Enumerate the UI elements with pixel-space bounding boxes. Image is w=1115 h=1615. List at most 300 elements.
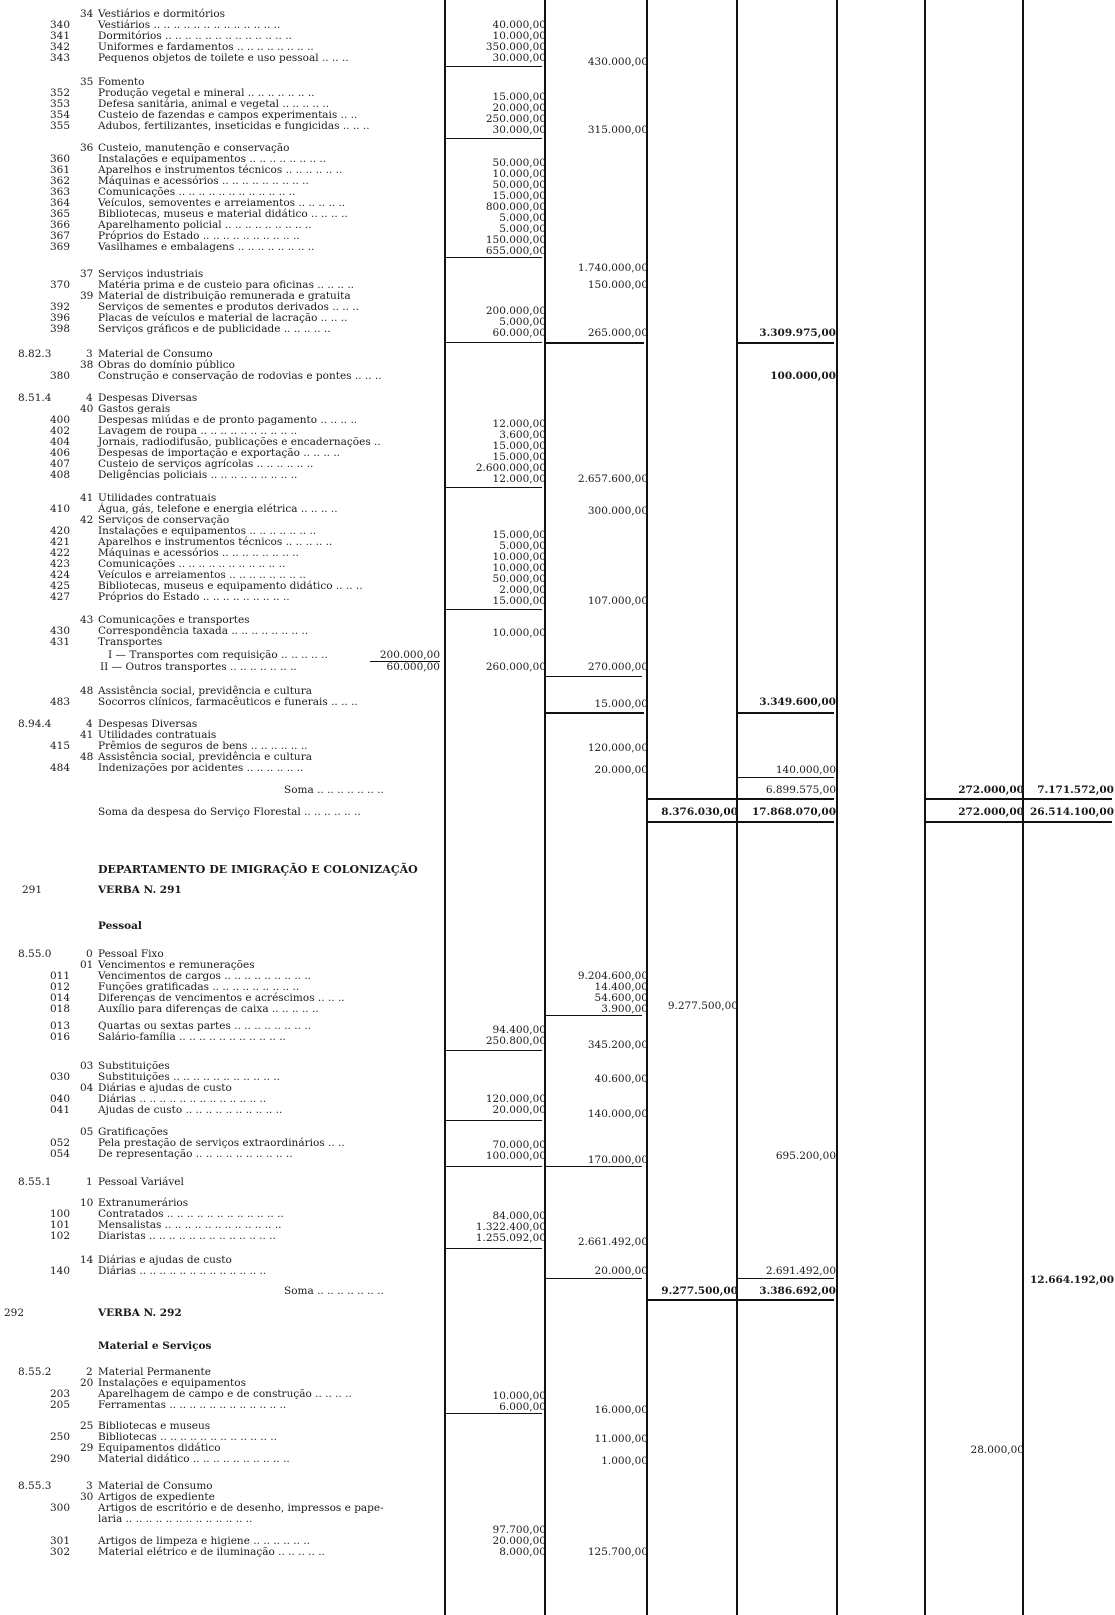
group-heading: Pessoal Variável xyxy=(98,1176,184,1188)
sum-rule xyxy=(546,1278,642,1279)
item-number: 36 xyxy=(80,142,94,154)
item-number: 41 xyxy=(80,492,94,504)
item-code: 396 xyxy=(49,312,70,324)
item-label: Material didático .. .. .. .. .. .. .. .. .. .. xyxy=(98,1453,290,1465)
group-heading: Gastos gerais xyxy=(98,403,171,415)
sum-rule xyxy=(648,798,834,800)
subtotal-amount: 16.000,00 xyxy=(594,1404,648,1416)
item-code: 030 xyxy=(49,1071,70,1083)
item-number: 34 xyxy=(80,8,94,20)
item-amount: 150.000,00 xyxy=(485,234,546,246)
item-label: Pequenos objetos de toilete e uso pessoal .. .. .. xyxy=(98,52,349,64)
sum-total: 3.386.692,00 xyxy=(759,1285,836,1297)
item-label: laria .. .. .. .. .. .. .. .. .. .. .. .. .. xyxy=(98,1513,253,1525)
sum-total: 272.000,00 xyxy=(958,784,1024,796)
group-heading: Utilidades contratuais xyxy=(98,729,217,741)
item-number: 37 xyxy=(80,268,94,280)
section-code: 8.55.2 xyxy=(18,1366,52,1378)
item-label: Placas de veículos e material de lacração .. .. .. xyxy=(98,312,348,324)
group-heading: Serviços industriais xyxy=(98,268,204,280)
item-code: 354 xyxy=(49,109,70,121)
group-heading: Instalações e equipamentos xyxy=(98,1377,246,1389)
group-total: 140.000,00 xyxy=(775,764,836,776)
item-number: 14 xyxy=(80,1254,94,1266)
item-number: 43 xyxy=(80,614,94,626)
item-label: Ferramentas .. .. .. .. .. .. .. .. .. .. .. .. xyxy=(98,1399,287,1411)
item-amount: 10.000,00 xyxy=(492,168,546,180)
item-number: 3 xyxy=(86,1480,93,1492)
sum-total: 6.899.575,00 xyxy=(765,784,836,796)
item-code: 415 xyxy=(49,740,70,752)
item-code: 101 xyxy=(49,1219,70,1231)
subtotal-amount: 9.277.500,00 xyxy=(667,1000,738,1012)
group-heading: Vestiários e dormitórios xyxy=(98,8,226,20)
sum-label: Soma da despesa do Serviço Florestal .. .. .. .. .. .. xyxy=(98,806,361,818)
item-label: Custeio de serviços agrícolas .. .. .. .. .. .. xyxy=(98,458,314,470)
item-amount: 14.400,00 xyxy=(594,981,648,993)
item-amount: 20.000,00 xyxy=(492,1104,546,1116)
item-number: 04 xyxy=(80,1082,94,1094)
item-amount: 15.000,00 xyxy=(492,440,546,452)
group-total: 3.309.975,00 xyxy=(759,327,836,339)
item-label: Comunicações .. .. .. .. .. .. .. .. .. .. .. .. xyxy=(98,186,296,198)
item-label: Auxílio para diferenças de caixa .. .. .. .. .. xyxy=(98,1003,319,1015)
subtotal-amount: 300.000,00 xyxy=(587,505,648,517)
sum-total: 272.000,00 xyxy=(958,806,1024,818)
group-heading: Equipamentos didático xyxy=(98,1442,221,1454)
item-amount: 70.000,00 xyxy=(492,1139,546,1151)
item-code: 041 xyxy=(49,1104,70,1116)
item-code: 342 xyxy=(49,41,70,53)
item-label: Dormitórios .. .. .. .. .. .. .. .. .. .. .. .. .. xyxy=(98,30,292,42)
item-label: Jornais, radiodifusão, publicações e encadernações .. xyxy=(98,436,381,448)
item-label: II — Outros transportes .. .. .. .. .. .. .. xyxy=(100,661,297,673)
item-label: Produção vegetal e mineral .. .. .. .. .. .. .. xyxy=(98,87,315,99)
group-total: 695.200,00 xyxy=(775,1150,836,1162)
item-code: 420 xyxy=(49,525,70,537)
item-code: 341 xyxy=(49,30,70,42)
sum-rule xyxy=(738,1278,834,1279)
sum-total: 17.868.070,00 xyxy=(751,806,836,818)
item-number: 35 xyxy=(80,76,94,88)
sum-label: Soma .. .. .. .. .. .. .. xyxy=(284,1285,384,1297)
subtotal-amount: 125.700,00 xyxy=(587,1546,648,1558)
item-amount: 3.900,00 xyxy=(601,1003,648,1015)
item-code: 016 xyxy=(49,1031,70,1043)
group-heading: Fomento xyxy=(98,76,145,88)
item-number: 03 xyxy=(80,1060,94,1072)
item-code: 362 xyxy=(49,175,70,187)
item-number: 40 xyxy=(80,403,94,415)
sum-total: 7.171.572,00 xyxy=(1037,784,1114,796)
item-amount: 54.600,00 xyxy=(594,992,648,1004)
item-code: 431 xyxy=(49,636,70,648)
item-code: 392 xyxy=(49,301,70,313)
item-code: 404 xyxy=(49,436,70,448)
item-amount: 94.400,00 xyxy=(492,1024,546,1036)
item-code: 203 xyxy=(49,1388,70,1400)
item-code: 421 xyxy=(49,536,70,548)
item-code: 406 xyxy=(49,447,70,459)
item-amount: 15.000,00 xyxy=(492,190,546,202)
item-code: 410 xyxy=(49,503,70,515)
group-heading: Material de Consumo xyxy=(98,1480,213,1492)
sum-rule xyxy=(446,1050,542,1051)
subtotal-amount: 1.740.000,00 xyxy=(577,262,648,274)
item-number: 48 xyxy=(80,751,94,763)
subtotal-amount: 40.600,00 xyxy=(594,1073,648,1085)
subtotal-amount: 430.000,00 xyxy=(587,56,648,68)
item-amount: 20.000,00 xyxy=(492,1535,546,1547)
subtotal-amount: 315.000,00 xyxy=(587,124,648,136)
item-amount: 800.000,00 xyxy=(485,201,546,213)
item-code: 425 xyxy=(49,580,70,592)
item-number: 30 xyxy=(80,1491,94,1503)
item-number: 05 xyxy=(80,1126,94,1138)
subtotal-amount: 150.000,00 xyxy=(587,279,648,291)
group-heading: Extranumerários xyxy=(98,1197,189,1209)
group-heading: Assistência social, previdência e cultura xyxy=(98,685,312,697)
subtotal-amount: 120.000,00 xyxy=(587,742,648,754)
item-code: 250 xyxy=(49,1431,70,1443)
item-label: Deligências policiais .. .. .. .. .. .. .. .. .. xyxy=(98,469,298,481)
item-number: 42 xyxy=(80,514,94,526)
item-label: Aparelhos e instrumentos técnicos .. .. .. .. .. xyxy=(98,536,333,548)
item-label: Diaristas .. .. .. .. .. .. .. .. .. .. .. .. .. xyxy=(98,1230,276,1242)
sum-rule xyxy=(738,342,834,344)
item-label: Diárias .. .. .. .. .. .. .. .. .. .. .. .. .. xyxy=(98,1265,267,1277)
group-heading: Serviços de conservação xyxy=(98,514,230,526)
group-heading: Custeio, manutenção e conservação xyxy=(98,142,290,154)
item-code: 011 xyxy=(49,970,70,982)
group-heading: Pessoal Fixo xyxy=(98,948,164,960)
sum-rule xyxy=(546,712,644,714)
subtotal-amount: 11.000,00 xyxy=(594,1433,648,1445)
item-label: Material elétrico e de iluminação .. .. .. .. .. xyxy=(98,1546,325,1558)
item-label: Substituições .. .. .. .. .. .. .. .. .. .. .. xyxy=(98,1071,280,1083)
group-heading: Bibliotecas e museus xyxy=(98,1420,211,1432)
sum-rule xyxy=(446,487,542,488)
item-number: 29 xyxy=(80,1442,94,1454)
item-code: 424 xyxy=(49,569,70,581)
item-code: 205 xyxy=(49,1399,70,1411)
item-label: Correspondência taxada .. .. .. .. .. .. .. .. xyxy=(98,625,309,637)
item-number: 2 xyxy=(86,1366,93,1378)
subsection-title: Pessoal xyxy=(98,920,142,932)
item-amount: 260.000,00 xyxy=(485,661,546,673)
verba-code: 291 xyxy=(22,884,43,896)
subtotal-amount: 1.000,00 xyxy=(601,1455,648,1467)
verba-title: VERBA N. 292 xyxy=(98,1307,182,1319)
group-heading: Diárias e ajudas de custo xyxy=(98,1254,232,1266)
group-heading: Material Permanente xyxy=(98,1366,211,1378)
item-code: 340 xyxy=(49,19,70,31)
item-label: Artigos de limpeza e higiene .. .. .. .. .. .. xyxy=(98,1535,310,1547)
item-label: Aparelhagem de campo e de construção .. .. .. .. xyxy=(98,1388,352,1400)
subtotal-amount: 20.000,00 xyxy=(594,1265,648,1277)
item-label: Máquinas e acessórios .. .. .. .. .. .. .. .. .. xyxy=(98,175,309,187)
item-label: Serviços de sementes e produtos derivados .. .. .. xyxy=(98,301,359,313)
item-amount: 655.000,00 xyxy=(485,245,546,257)
item-amount: 15.000,00 xyxy=(492,451,546,463)
sum-rule xyxy=(926,798,1112,800)
subtotal-amount: 265.000,00 xyxy=(587,327,648,339)
item-code: 353 xyxy=(49,98,70,110)
item-label: Despesas miúdas e de pronto pagamento .. .. .. .. xyxy=(98,414,358,426)
item-amount: 100.000,00 xyxy=(485,1150,546,1162)
item-label: Custeio de fazendas e campos experimentais .. .. xyxy=(98,109,358,121)
sum-total: 12.664.192,00 xyxy=(1029,1274,1114,1286)
group-total: 100.000,00 xyxy=(770,370,836,382)
item-amount: 50.000,00 xyxy=(492,179,546,191)
sum-rule xyxy=(738,777,834,778)
item-label: Aparelhamento policial .. .. .. .. .. .. .. .. .. xyxy=(98,219,312,231)
item-number: 3 xyxy=(86,348,93,360)
item-code: 365 xyxy=(49,208,70,220)
item-code: 102 xyxy=(49,1230,70,1242)
item-label: Indenizações por acidentes .. .. .. .. .. .. xyxy=(98,762,304,774)
item-amount: 120.000,00 xyxy=(485,1093,546,1105)
item-amount: 9.204.600,00 xyxy=(577,970,648,982)
item-amount: 10.000,00 xyxy=(492,627,546,639)
group-heading: Diárias e ajudas de custo xyxy=(98,1082,232,1094)
item-label: Próprios do Estado .. .. .. .. .. .. .. .. .. .. xyxy=(98,230,300,242)
subtotal-amount: 170.000,00 xyxy=(587,1154,648,1166)
item-label: Ajudas de custo .. .. .. .. .. .. .. .. .. .. xyxy=(98,1104,283,1116)
verba-code: 292 xyxy=(4,1307,25,1319)
sum-rule xyxy=(446,1248,542,1249)
section-code: 8.94.4 xyxy=(18,718,52,730)
subtotal-amount: 15.000,00 xyxy=(594,698,648,710)
item-amount: 15.000,00 xyxy=(492,595,546,607)
item-label: Contratados .. .. .. .. .. .. .. .. .. .. .. .. xyxy=(98,1208,284,1220)
item-amount: 60.000,00 xyxy=(386,661,440,673)
item-amount: 30.000,00 xyxy=(492,52,546,64)
item-amount: 84.000,00 xyxy=(492,1210,546,1222)
item-code: 343 xyxy=(49,52,70,64)
sum-rule xyxy=(446,1413,542,1414)
group-heading: Assistência social, previdência e cultura xyxy=(98,751,312,763)
sum-rule xyxy=(446,1166,542,1167)
subtotal-amount: 2.661.492,00 xyxy=(577,1236,648,1248)
item-code: 100 xyxy=(49,1208,70,1220)
item-code: 054 xyxy=(49,1148,70,1160)
item-label: Veículos, semoventes e arreiamentos .. .. .. .. .. xyxy=(98,197,346,209)
item-number: 48 xyxy=(80,685,94,697)
item-label: Construção e conservação de rodovias e pontes .. .. .. xyxy=(98,370,382,382)
item-amount: 10.000,00 xyxy=(492,551,546,563)
sum-rule xyxy=(446,138,542,139)
item-label: Transportes xyxy=(98,636,163,648)
section-code: 8.82.3 xyxy=(18,348,52,360)
item-label: Máquinas e acessórios .. .. .. .. .. .. .. .. xyxy=(98,547,299,559)
item-code: 364 xyxy=(49,197,70,209)
item-label: Mensalistas .. .. .. .. .. .. .. .. .. .. .. .. xyxy=(98,1219,282,1231)
subtotal-amount: 20.000,00 xyxy=(594,764,648,776)
item-number: 10 xyxy=(80,1197,94,1209)
sum-total: 8.376.030,00 xyxy=(661,806,738,818)
sum-rule xyxy=(926,821,1112,823)
item-amount: 250.800,00 xyxy=(485,1035,546,1047)
item-label: Bibliotecas, museus e material didático .. .. .. .. xyxy=(98,208,348,220)
group-total: 28.000,00 xyxy=(970,1444,1024,1456)
item-code: 040 xyxy=(49,1093,70,1105)
item-number: 41 xyxy=(80,729,94,741)
item-amount: 10.000,00 xyxy=(492,30,546,42)
item-amount: 12.000,00 xyxy=(492,418,546,430)
sum-rule xyxy=(446,257,542,258)
item-label: Serviços gráficos e de publicidade .. .. .. .. .. xyxy=(98,323,331,335)
item-code: 140 xyxy=(49,1265,70,1277)
item-amount: 5.000,00 xyxy=(499,316,546,328)
group-heading: Material de distribuição remunerada e gratuita xyxy=(98,290,351,302)
item-amount: 350.000,00 xyxy=(485,41,546,53)
subtotal-amount: 2.657.600,00 xyxy=(577,473,648,485)
item-label: Próprios do Estado .. .. .. .. .. .. .. .. .. xyxy=(98,591,290,603)
item-code: 301 xyxy=(49,1535,70,1547)
item-amount: 10.000,00 xyxy=(492,1390,546,1402)
item-amount: 15.000,00 xyxy=(492,529,546,541)
item-code: 367 xyxy=(49,230,70,242)
item-number: 1 xyxy=(86,1176,93,1188)
item-label: Diárias .. .. .. .. .. .. .. .. .. .. .. .. .. xyxy=(98,1093,267,1105)
item-code: 484 xyxy=(49,762,70,774)
item-code: 402 xyxy=(49,425,70,437)
item-code: 430 xyxy=(49,625,70,637)
item-amount: 5.000,00 xyxy=(499,212,546,224)
subtotal-amount: 140.000,00 xyxy=(587,1108,648,1120)
item-code: 369 xyxy=(49,241,70,253)
item-amount: 200.000,00 xyxy=(485,305,546,317)
sum-rule xyxy=(648,1299,834,1301)
subtotal-amount: 107.000,00 xyxy=(587,595,648,607)
item-amount: 97.700,00 xyxy=(492,1524,546,1536)
column-rule xyxy=(836,0,838,1615)
item-label: Quartas ou sextas partes .. .. .. .. .. .. .. .. xyxy=(98,1020,311,1032)
item-label: Despesas de importação e exportação .. .. .. .. xyxy=(98,447,341,459)
group-total: 2.691.492,00 xyxy=(765,1265,836,1277)
item-code: 483 xyxy=(49,696,70,708)
item-code: 360 xyxy=(49,153,70,165)
subtotal-amount: 270.000,00 xyxy=(587,661,648,673)
item-label: Vestiários .. .. .. .. .. .. .. .. .. .. .. .. .. xyxy=(98,19,281,31)
item-amount: 10.000,00 xyxy=(492,562,546,574)
group-total: 3.349.600,00 xyxy=(759,696,836,708)
item-label: Lavagem de roupa .. .. .. .. .. .. .. .. .. .. xyxy=(98,425,298,437)
item-label: Bibliotecas, museus e equipamento didático .. .. .. xyxy=(98,580,363,592)
sum-rule xyxy=(546,1015,642,1016)
item-code: 290 xyxy=(49,1453,70,1465)
item-amount: 5.000,00 xyxy=(499,223,546,235)
sum-label: Soma .. .. .. .. .. .. .. xyxy=(284,784,384,796)
item-label: Funções gratificadas .. .. .. .. .. .. .. .. .. xyxy=(98,981,300,993)
item-number: 4 xyxy=(86,392,93,404)
section-code: 8.55.3 xyxy=(18,1480,52,1492)
sum-rule xyxy=(446,609,542,610)
item-number: 38 xyxy=(80,359,94,371)
item-code: 013 xyxy=(49,1020,70,1032)
sum-rule xyxy=(648,821,834,823)
item-amount: 5.000,00 xyxy=(499,540,546,552)
group-heading: Artigos de expediente xyxy=(98,1491,215,1503)
group-heading: Gratificações xyxy=(98,1126,169,1138)
item-number: 20 xyxy=(80,1377,94,1389)
item-code: 407 xyxy=(49,458,70,470)
item-label: Pela prestação de serviços extraordinários .. .. xyxy=(98,1137,345,1149)
item-code: 300 xyxy=(49,1502,70,1514)
item-code: 423 xyxy=(49,558,70,570)
item-code: 408 xyxy=(49,469,70,481)
group-heading: Vencimentos e remunerações xyxy=(98,959,255,971)
sum-rule xyxy=(446,1120,542,1121)
item-label: Prêmios de seguros de bens .. .. .. .. .. .. xyxy=(98,740,308,752)
sum-rule xyxy=(546,342,644,344)
item-amount: 30.000,00 xyxy=(492,124,546,136)
item-amount: 12.000,00 xyxy=(492,473,546,485)
section-code: 8.55.0 xyxy=(18,948,52,960)
department-title: DEPARTAMENTO DE IMIGRAÇÃO E COLONIZAÇÃO xyxy=(98,863,418,876)
item-label: Instalações e equipamentos .. .. .. .. .. .. .. .. xyxy=(98,153,327,165)
item-label: Vasilhames e embalagens .. .. .. .. .. .. .. .. xyxy=(98,241,315,253)
item-amount: 60.000,00 xyxy=(492,327,546,339)
group-heading: Despesas Diversas xyxy=(98,392,198,404)
item-label: Salário-família .. .. .. .. .. .. .. .. .. .. .. xyxy=(98,1031,286,1043)
item-number: 39 xyxy=(80,290,94,302)
item-label: Matéria prima e de custeio para oficinas .. .. .. .. xyxy=(98,279,355,291)
sum-rule xyxy=(546,1166,642,1167)
item-label: Socorros clínicos, farmacêuticos e funerais .. .. .. xyxy=(98,696,358,708)
item-code: 052 xyxy=(49,1137,70,1149)
sum-total: 26.514.100,00 xyxy=(1029,806,1114,818)
sum-rule xyxy=(446,66,542,67)
subsection-title: Material e Serviços xyxy=(98,1340,212,1352)
item-code: 012 xyxy=(49,981,70,993)
item-label: Água, gás, telefone e energia elétrica .. .. .. .. xyxy=(98,503,338,515)
item-label: I — Transportes com requisição .. .. .. .. .. xyxy=(108,649,328,661)
item-code: 366 xyxy=(49,219,70,231)
item-amount: 1.255.092,00 xyxy=(475,1232,546,1244)
item-code: 018 xyxy=(49,1003,70,1015)
group-heading: Material de Consumo xyxy=(98,348,213,360)
section-code: 8.55.1 xyxy=(18,1176,52,1188)
item-label: Instalações e equipamentos .. .. .. .. .. .. .. xyxy=(98,525,317,537)
item-label: Adubos, fertilizantes, inseticidas e fungicidas .. .. .. xyxy=(98,120,370,132)
item-code: 370 xyxy=(49,279,70,291)
item-label: Veículos e arreiamentos .. .. .. .. .. .. .. .. xyxy=(98,569,306,581)
item-number: 01 xyxy=(80,959,94,971)
group-heading: Obras do domínio público xyxy=(98,359,235,371)
section-code: 8.51.4 xyxy=(18,392,52,404)
item-amount: 8.000,00 xyxy=(499,1546,546,1558)
item-number: 25 xyxy=(80,1420,94,1432)
item-code: 398 xyxy=(49,323,70,335)
item-amount: 20.000,00 xyxy=(492,102,546,114)
sum-rule xyxy=(546,676,642,677)
item-label: Artigos de escritório e de desenho, impressos e pape- xyxy=(98,1502,384,1514)
item-number: 0 xyxy=(86,948,93,960)
item-code: 427 xyxy=(49,591,70,603)
item-label: Uniformes e fardamentos .. .. .. .. .. .. .. .. xyxy=(98,41,314,53)
item-number: 4 xyxy=(86,718,93,730)
item-code: 355 xyxy=(49,120,70,132)
sum-total: 9.277.500,00 xyxy=(661,1285,738,1297)
item-amount: 50.000,00 xyxy=(492,157,546,169)
subtotal-amount: 345.200,00 xyxy=(587,1039,648,1051)
item-code: 302 xyxy=(49,1546,70,1558)
item-amount: 50.000,00 xyxy=(492,573,546,585)
item-label: Bibliotecas .. .. .. .. .. .. .. .. .. .. .. .. xyxy=(98,1431,277,1443)
item-code: 380 xyxy=(49,370,70,382)
